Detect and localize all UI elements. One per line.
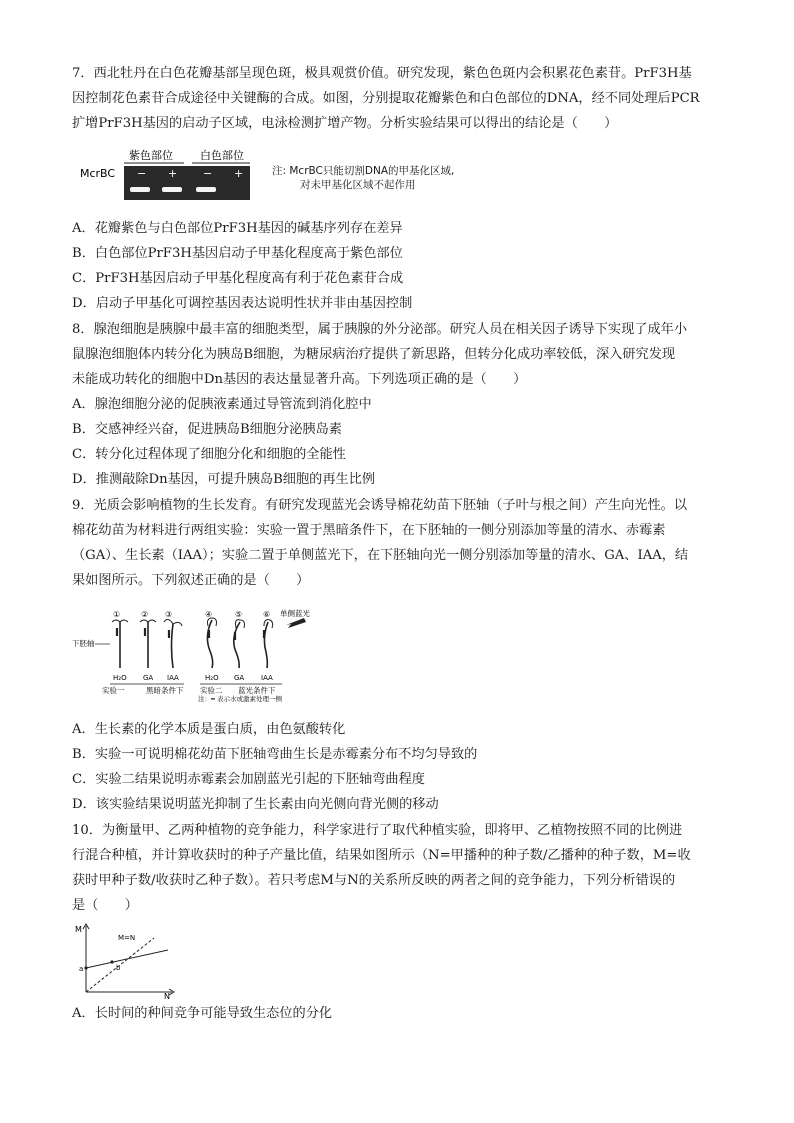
svg-text:⑤: ⑤ xyxy=(235,610,243,619)
q7-option-c: C．PrF3H基因启动子甲基化程度高有利于花色素苷合成 xyxy=(72,271,404,286)
exp2-label: 实验二 xyxy=(200,686,223,695)
gel-group-white: 白色部位 xyxy=(200,149,244,162)
q8-option-a: A．腺泡细胞分泌的促胰液素通过导管流到消化腔中 xyxy=(72,397,372,412)
q9-seedling-figure xyxy=(72,606,317,702)
q9-stem-line-1: 9．光质会影响植物的生长发育。有研究发现蓝光会诱导棉花幼苗下胚轴（子叶与根之间）产生向光性。以 xyxy=(72,498,688,513)
light-label: 单侧蓝光 xyxy=(280,609,310,618)
q7-option-a: A．花瓣紫色与白色部位PrF3H基因的碱基序列存在差异 xyxy=(72,221,403,236)
q7-option-d: D．启动子甲基化可调控基因表达说明性状并非由基因控制 xyxy=(72,296,413,311)
q8-option-b: B．交感神经兴奋，促进胰岛B细胞分泌胰岛素 xyxy=(72,422,342,437)
seedling-2 xyxy=(140,610,156,682)
q7-option-b: B．白色部位PrF3H基因启动子甲基化程度高于紫色部位 xyxy=(72,246,403,261)
q7-stem-line-2: 因控制花色素苷合成途径中关键酶的合成。如图，分别提取花瓣紫色和白色部位的DNA，经不同处理后PCR xyxy=(72,91,700,106)
q9-option-d: D．该实验结果说明蓝光抑制了生长素由向光侧向背光侧的移动 xyxy=(72,797,439,812)
q10-stem-line-3: 获时甲种子数/收获时乙种子数）。若只考虑M与N的关系所反映的两者之间的竞争能力，下列分析错误的 xyxy=(72,873,676,888)
q10-option-a: A．长时间的种间竞争可能导致生态位的分化 xyxy=(72,1006,333,1021)
blue-light-arrow-icon xyxy=(286,618,306,628)
point-b-label: b xyxy=(116,964,121,972)
svg-text:⑥: ⑥ xyxy=(263,610,271,619)
gel-note-line-2: 对未甲基化区域不起作用 xyxy=(300,179,416,191)
q10-stem-line-4: 是（ ） xyxy=(72,898,138,913)
exp1-condition: 黑暗条件下 xyxy=(146,686,184,695)
q9-stem-line-2: 棉花幼苗为材料进行两组实验：实验一置于黑暗条件下，在下胚轴的一侧分别添加等量的清水、赤霉素 xyxy=(72,523,666,538)
q8-stem-line-3: 未能成功转化的细胞中Dn基因的表达量显著升高。下列选项正确的是（ ） xyxy=(72,372,527,387)
line-m-equals-n-label: M=N xyxy=(118,934,136,942)
q7-stem-line-1: 7．西北牡丹在白色花瓣基部呈现色斑，极具观赏价值。研究发现，紫色色斑内会积累花色素苷。PrF3H基 xyxy=(72,66,692,81)
q9-stem-line-3: （GA）、生长素（IAA）；实验二置于单侧蓝光下，在下胚轴向光一侧分别添加等量的清水、GA、IAA，结 xyxy=(72,548,689,563)
q7-gel-figure xyxy=(80,144,500,204)
gel-note-line-1: 注: McrBC只能切割DNA的甲基化区域, xyxy=(272,165,455,177)
gel-lane-4-label: + xyxy=(234,167,244,180)
observed-line xyxy=(86,950,168,968)
gel-band-lane-2 xyxy=(162,187,182,192)
q9-option-c: C．实验二结果说明赤霉素会加剧蓝光引起的下胚轴弯曲程度 xyxy=(72,772,425,787)
svg-text:③: ③ xyxy=(165,610,173,619)
gel-band-lane-3 xyxy=(196,187,216,192)
q9-option-a: A．生长素的化学本质是蛋白质，由色氨酸转化 xyxy=(72,722,346,737)
svg-text:④: ④ xyxy=(205,610,213,619)
q9-stem-line-4: 果如图所示。下列叙述正确的是（ ） xyxy=(72,573,310,588)
q10-mn-graph xyxy=(72,920,182,1000)
gel-band-lane-1 xyxy=(130,187,150,192)
hypocotyl-label: 下胚轴 xyxy=(72,639,95,648)
svg-text:GA: GA xyxy=(143,674,154,682)
seedling-4 xyxy=(205,610,219,682)
point-a-label: a xyxy=(79,965,84,973)
q8-option-c: C．转分化过程体现了细胞分化和细胞的全能性 xyxy=(72,447,346,462)
q7-stem-line-3: 扩增PrF3H基因的启动子区域，电泳检测扩增产物。分析实验结果可以得出的结论是（ ） xyxy=(72,116,618,131)
gel-lane-1-label: − xyxy=(137,167,147,180)
gel-row-label: McrBC xyxy=(80,167,116,180)
q8-stem-line-2: 鼠腺泡细胞体内转分化为胰岛B细胞，为糖尿病治疗提供了新思路，但转分化成功率较低，深入研究发现 xyxy=(72,347,676,362)
svg-text:GA: GA xyxy=(234,674,245,682)
exp1-label: 实验一 xyxy=(102,686,125,695)
svg-text:①: ① xyxy=(113,610,121,619)
q8-option-d: D．推测敲除Dn基因，可提升胰岛B细胞的再生比例 xyxy=(72,472,376,487)
seedling-6 xyxy=(261,610,273,682)
x-axis-label: N xyxy=(164,992,170,1000)
exp2-condition: 蓝光条件下 xyxy=(238,686,276,695)
svg-text:IAA: IAA xyxy=(261,674,273,682)
gel-group-purple: 紫色部位 xyxy=(129,149,173,162)
q8-stem-line-1: 8．腺泡细胞是胰腺中最丰富的细胞类型，属于胰腺的外分泌部。研究人员在相关因子诱导下实现了成年小 xyxy=(72,322,688,337)
q9-option-b: B．实验一可说明棉花幼苗下胚轴弯曲生长是赤霉素分布不均匀导致的 xyxy=(72,747,478,762)
svg-text:H₂O: H₂O xyxy=(113,674,127,682)
q10-stem-line-2: 行混合种植，并计算收获时的种子产量比值，结果如图所示（N=甲播种的种子数/乙播种的种子数，M=收 xyxy=(72,848,691,863)
gel-lane-2-label: + xyxy=(168,167,178,180)
seedling-1 xyxy=(112,610,128,682)
svg-text:IAA: IAA xyxy=(167,674,179,682)
seedling-5 xyxy=(234,610,245,682)
gel-lane-3-label: − xyxy=(203,167,213,180)
seedling-3 xyxy=(164,610,182,682)
svg-text:H₂O: H₂O xyxy=(205,674,219,682)
svg-text:②: ② xyxy=(141,610,149,619)
y-axis-label: M xyxy=(75,925,82,934)
figure-note: 注：━ 表示水或激素处理一侧 xyxy=(198,695,282,702)
q10-stem-line-1: 10．为衡量甲、乙两种植物的竞争能力，科学家进行了取代种植实验，即将甲、乙植物按照不同的比例进 xyxy=(72,823,683,838)
